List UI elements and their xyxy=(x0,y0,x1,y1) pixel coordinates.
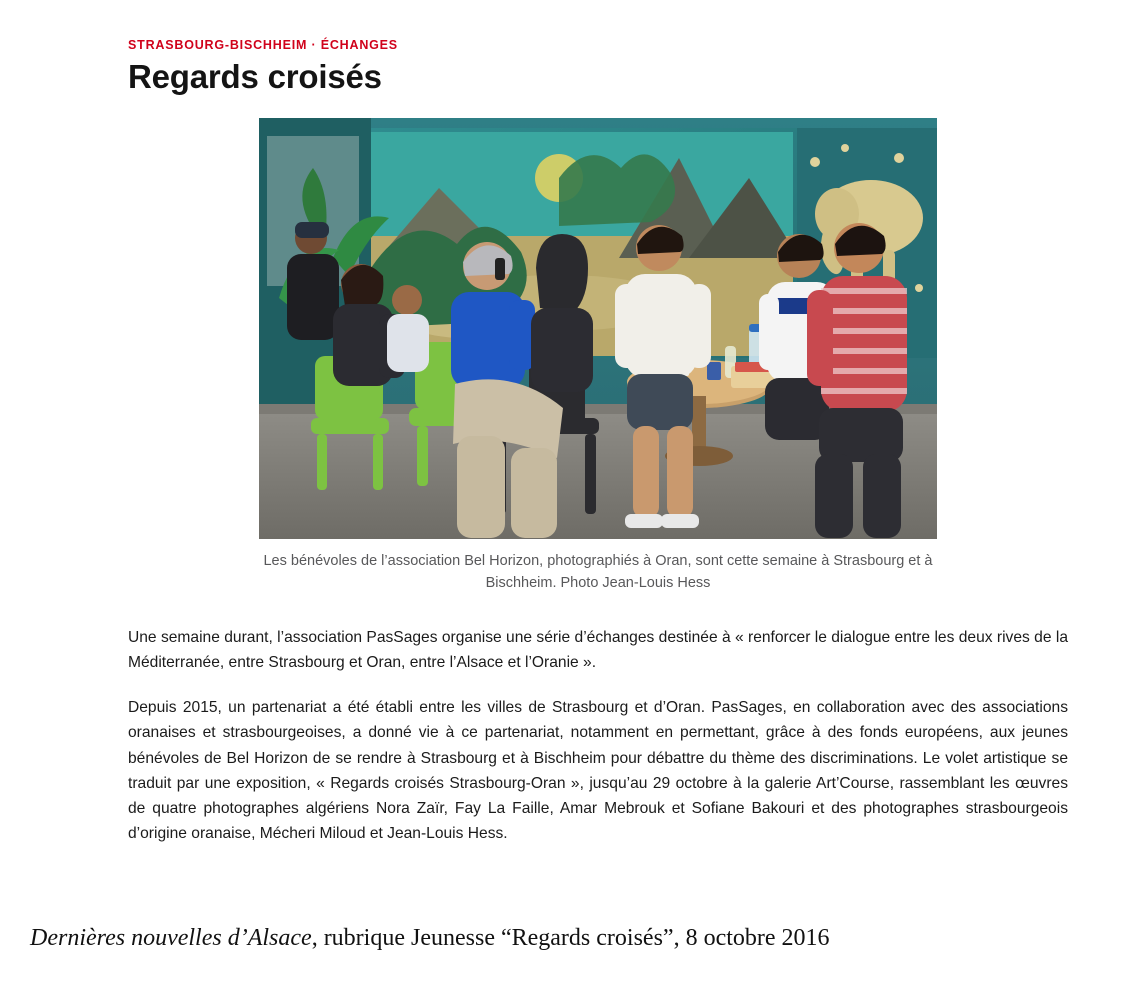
article-paragraph-1: Une semaine durant, l’association PasSages organise une série d’échanges destinée à « renforcer le dialogue entre les deux rives de la Méditerranée, entre Strasbourg et Oran, entre l’Alsace et l’Oranie ». xyxy=(128,628,1068,671)
article-paragraph-2: Depuis 2015, un partenariat a été établi entre les villes de Strasbourg et d’Oran. PasSages, en collaboration avec des associations oranaises et strasbourgeoises, a donné vie à ce partenariat, notamment en permettant, grâce à des fonds européens, aux jeunes bénévoles de Bel Horizon de se rendre à Strasbourg et à Bischheim pour débattre du thème des discriminations. Le volet artistique se traduit par une exposition, « Regards croisés Strasbourg-Oran », jusqu’au 29 octobre à la galerie Art’Course, rassemblant les œuvres de quatre photographes algériens Nora Zaïr, Fay La Faille, Amar Mebrouk et Sofiane Bakouri et des photographes strasbourgeois d’origine oranaise, Mécheri Miloud et Jean-Louis Hess. xyxy=(128,699,1068,843)
article-headline: Regards croisés xyxy=(128,58,382,95)
photo-illustration-svg xyxy=(259,118,937,539)
article xyxy=(128,38,1068,847)
photo-caption: Les bénévoles de l’association Bel Horizon, photographiés à Oran, sont cette semaine à Strasbourg et à Bischheim. Photo Jean-Louis Hess xyxy=(263,553,933,591)
article-body xyxy=(128,625,1068,847)
source-line xyxy=(30,925,1110,952)
source-publication: Dernières nouvelles d’Alsace xyxy=(30,925,312,951)
source-details: , rubrique Jeunesse “Regards croisés”, 8 octobre 2016 xyxy=(311,925,830,951)
article-kicker: STRASBOURG-BISCHHEIM · ÉCHANGES xyxy=(128,38,398,52)
article-photo-block xyxy=(259,118,937,539)
article-photo xyxy=(259,118,937,539)
